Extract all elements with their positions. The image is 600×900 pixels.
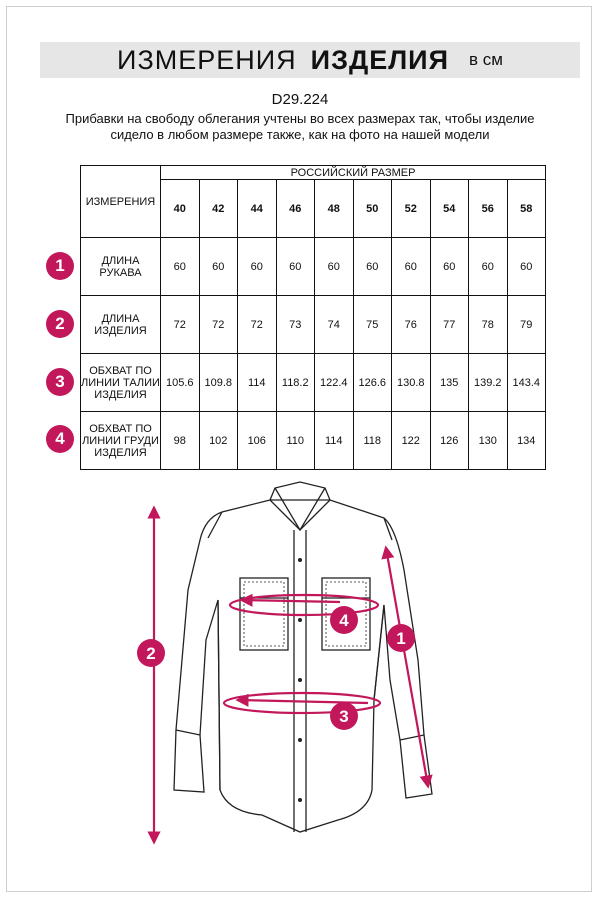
svg-text:2: 2 (146, 644, 156, 663)
value-cell: 106 (238, 412, 277, 470)
value-cell: 134 (507, 412, 546, 470)
size-cell: 40 (161, 180, 200, 238)
value-cell: 110 (276, 412, 315, 470)
value-cell: 75 (353, 296, 392, 354)
svg-text:4: 4 (339, 611, 349, 630)
value-cell: 130 (469, 412, 508, 470)
value-cell: 114 (238, 354, 277, 412)
value-cell: 60 (507, 238, 546, 296)
row-label: ОБХВАТ ПО ЛИНИИ ГРУДИ ИЗДЕЛИЯ (81, 412, 161, 470)
title-part2: ИЗДЕЛИЯ (310, 44, 449, 75)
article-code: D29.224 (271, 91, 329, 108)
row-number-badge: 2 (46, 310, 74, 338)
row-number-badge: 3 (46, 368, 74, 396)
size-cell: 54 (430, 180, 469, 238)
value-cell: 78 (469, 296, 508, 354)
value-cell: 118 (353, 412, 392, 470)
value-cell: 109.8 (199, 354, 238, 412)
size-cell: 58 (507, 180, 546, 238)
size-cell: 52 (392, 180, 431, 238)
size-cell: 50 (353, 180, 392, 238)
row-number-badge: 1 (46, 252, 74, 280)
shirt-outline (174, 482, 432, 832)
value-cell: 60 (199, 238, 238, 296)
value-cell: 72 (238, 296, 277, 354)
value-cell: 122.4 (315, 354, 354, 412)
value-cell: 102 (199, 412, 238, 470)
value-cell: 76 (392, 296, 431, 354)
value-cell: 60 (238, 238, 277, 296)
svg-text:3: 3 (339, 707, 349, 726)
header-russian-size: РОССИЙСКИЙ РАЗМЕР (161, 166, 546, 180)
diagram-marker-4 (330, 606, 358, 634)
size-cell: 48 (315, 180, 354, 238)
title-part1: ИЗМЕРЕНИЯ (117, 44, 297, 75)
value-cell: 79 (507, 296, 546, 354)
size-cell: 46 (276, 180, 315, 238)
value-cell: 72 (199, 296, 238, 354)
value-cell: 60 (161, 238, 200, 296)
size-cell: 56 (469, 180, 508, 238)
value-cell: 98 (161, 412, 200, 470)
value-cell: 60 (276, 238, 315, 296)
value-cell: 60 (430, 238, 469, 296)
value-cell: 60 (315, 238, 354, 296)
value-cell: 60 (469, 238, 508, 296)
value-cell: 126 (430, 412, 469, 470)
title-unit: в см (469, 50, 503, 69)
value-cell: 135 (430, 354, 469, 412)
value-cell: 74 (315, 296, 354, 354)
value-cell: 60 (353, 238, 392, 296)
fit-note: Прибавки на свободу облегания учтены во всех размерах так, чтобы изделие сидело в любом размере также, как на фото на нашей модели (65, 111, 535, 142)
row-label: ОБХВАТ ПО ЛИНИИ ТАЛИИ ИЗДЕЛИЯ (81, 354, 161, 412)
row-number-badge: 4 (46, 425, 74, 453)
diagram-marker-2 (137, 639, 165, 667)
value-cell: 73 (276, 296, 315, 354)
value-cell: 60 (392, 238, 431, 296)
size-cell: 44 (238, 180, 277, 238)
row-label: ДЛИНА РУКАВА (81, 238, 161, 296)
value-cell: 122 (392, 412, 431, 470)
value-cell: 77 (430, 296, 469, 354)
header-measurements: ИЗМЕРЕНИЯ (81, 166, 161, 238)
value-cell: 114 (315, 412, 354, 470)
svg-text:1: 1 (396, 629, 406, 648)
value-cell: 118.2 (276, 354, 315, 412)
value-cell: 126.6 (353, 354, 392, 412)
size-cell: 42 (199, 180, 238, 238)
diagram-marker-1 (387, 624, 415, 652)
value-cell: 139.2 (469, 354, 508, 412)
value-cell: 130.8 (392, 354, 431, 412)
diagram-marker-3 (330, 702, 358, 730)
value-cell: 72 (161, 296, 200, 354)
value-cell: 143.4 (507, 354, 546, 412)
row-label: ДЛИНА ИЗДЕЛИЯ (81, 296, 161, 354)
value-cell: 105.6 (161, 354, 200, 412)
